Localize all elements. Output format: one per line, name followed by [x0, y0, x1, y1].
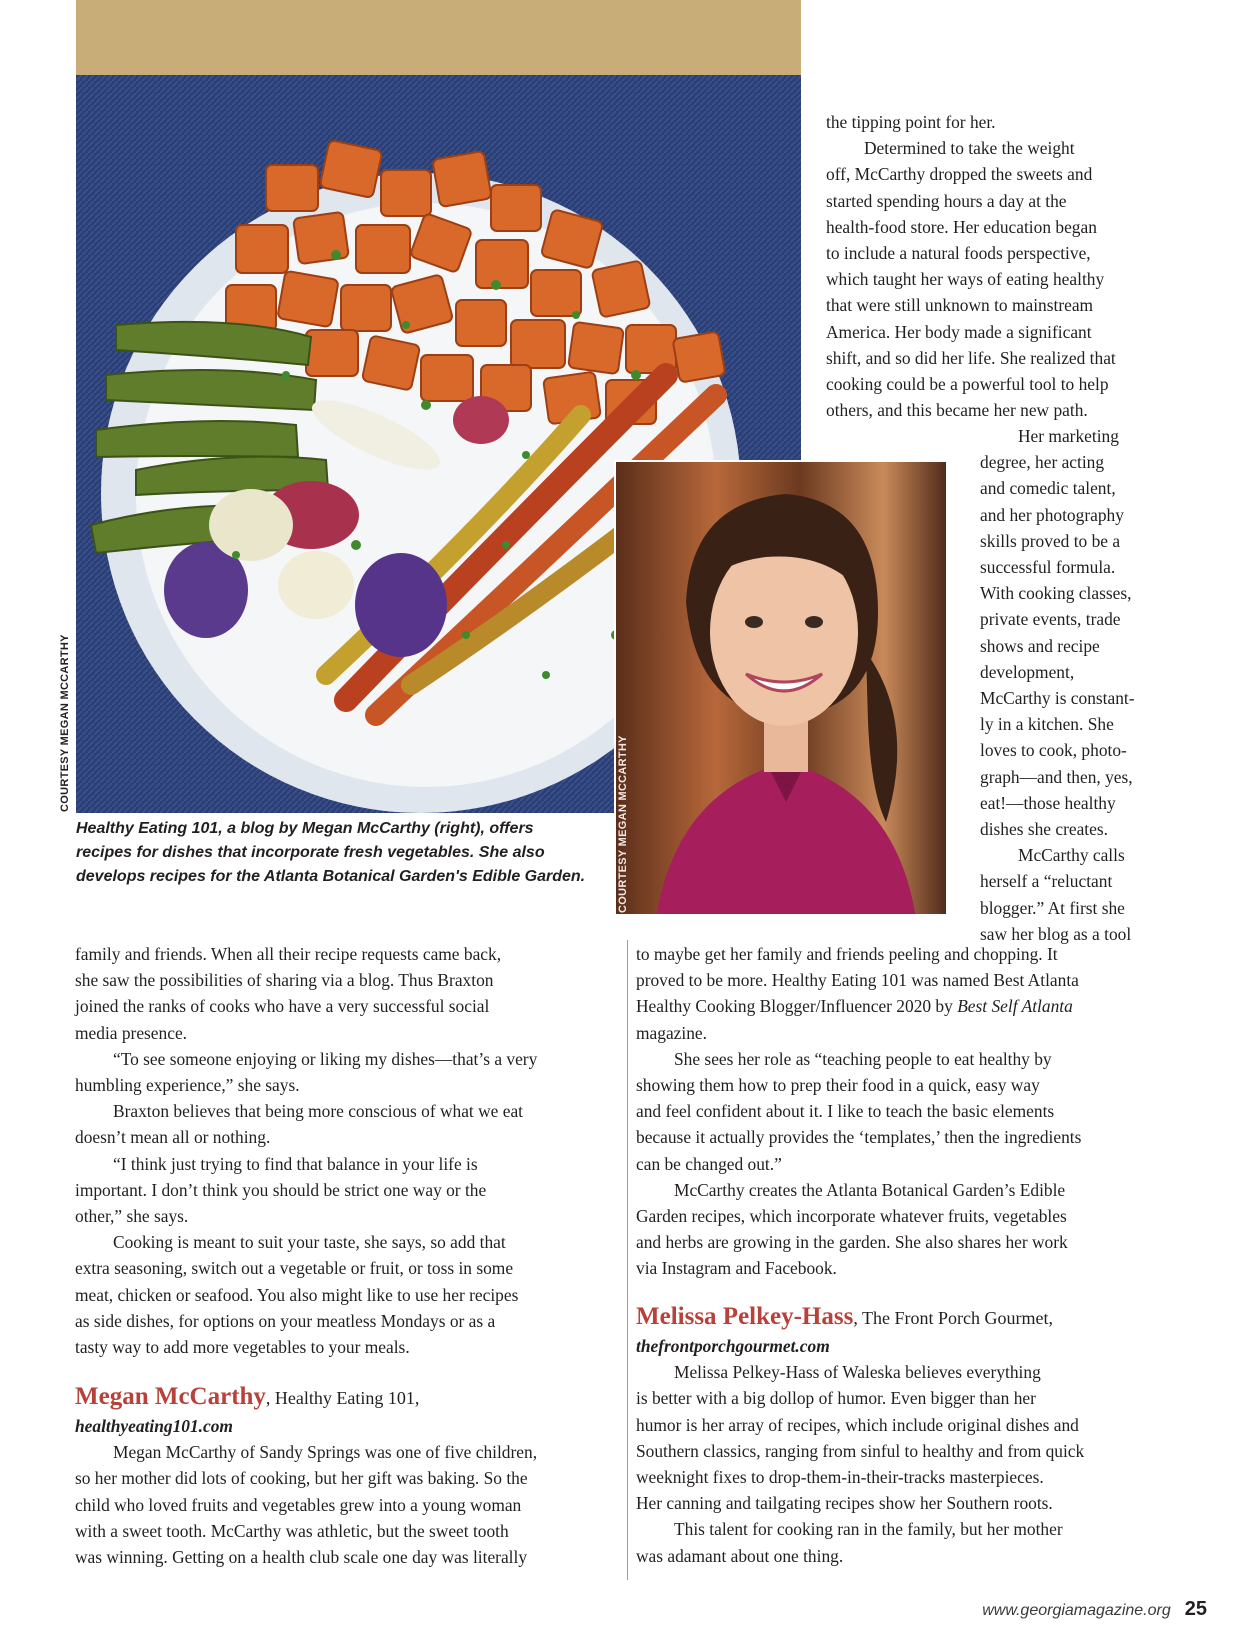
mccarthy-section — [75, 1382, 537, 1570]
text-line: development, — [980, 661, 1075, 682]
text-line: off, McCarthy dropped the sweets and — [826, 164, 1093, 185]
text-line: and her photography — [980, 504, 1124, 525]
text-line: eat!—those healthy — [980, 792, 1116, 813]
text-line: America. Her body made a significant — [826, 321, 1092, 342]
text-line: cooking could be a powerful tool to help — [826, 374, 1109, 395]
text-line: ly in a kitchen. She — [980, 714, 1114, 735]
text-line: tasty way to add more vegetables to your meals. — [75, 1337, 410, 1358]
text-line: and feel confident about it. I like to teach the basic elements — [636, 1101, 1055, 1122]
text-line: Braxton believes that being more conscious of what we eat — [113, 1101, 524, 1122]
text-line: other,” she says. — [75, 1206, 189, 1227]
text-line: blogger.” At first she — [980, 897, 1125, 918]
text-line: Her marketing — [1018, 426, 1119, 446]
text-line: health-food store. Her education began — [826, 216, 1097, 237]
text-line: dishes she creates. — [980, 819, 1108, 840]
text-line: shows and recipe — [980, 635, 1100, 656]
pelkey-blog: , The Front Porch Gourmet, — [853, 1308, 1053, 1328]
page-footer — [982, 1598, 1207, 1621]
caption-line: recipes for dishes that incorporate fresh vegetables. She also — [76, 844, 545, 861]
text-line: private events, trade — [980, 609, 1121, 630]
text-line: family and friends. When all their recipe requests came back, — [75, 944, 502, 964]
text-line: graph—and then, yes, — [980, 766, 1133, 787]
text-line: started spending hours a day at the — [826, 190, 1067, 211]
pelkey-url[interactable]: thefrontporchgourmet.com — [636, 1336, 830, 1356]
text-line: saw her blog as a tool — [980, 923, 1132, 944]
text-line: McCarthy calls — [1018, 845, 1125, 866]
text-line: because it actually provides the ‘templates,’ then the ingredients — [636, 1127, 1082, 1148]
text-line: McCarthy is constant- — [980, 688, 1135, 709]
mccarthy-heading — [75, 1382, 537, 1413]
text-line: Melissa Pelkey-Hass of Waleska believes everything — [674, 1362, 1041, 1383]
text-line: as side dishes, for options on your meatless Mondays or as a — [75, 1310, 496, 1331]
text-line: extra seasoning, switch out a vegetable or fruit, or toss in some — [75, 1258, 514, 1279]
text-line: to include a natural foods perspective, — [826, 243, 1091, 264]
text-line: With cooking classes, — [980, 583, 1132, 604]
text-line: and comedic talent, — [980, 478, 1116, 499]
text-line: This talent for cooking ran in the family, but her mother — [674, 1519, 1063, 1540]
text-line: McCarthy creates the Atlanta Botanical Garden’s Edible — [674, 1179, 1066, 1200]
text-line: so her mother did lots of cooking, but her gift was baking. So the — [75, 1468, 528, 1489]
text-line: magazine. — [636, 1022, 707, 1043]
megan-mccarthy-portrait — [614, 460, 948, 916]
text-line: shift, and so did her life. She realized that — [826, 347, 1116, 368]
text-line: which taught her ways of eating healthy — [826, 269, 1105, 290]
text-line: the tipping point for her. — [826, 112, 996, 132]
mccarthy-url[interactable]: healthyeating101.com — [75, 1416, 233, 1436]
photo-credit-portrait: COURTESY MEGAN MCCARTHY — [617, 735, 629, 913]
text-line: that were still unknown to mainstream — [826, 295, 1094, 316]
text-line: joined the ranks of cooks who have a very successful social — [75, 996, 490, 1017]
text-line: with a sweet tooth. McCarthy was athletic, but the sweet tooth — [75, 1520, 509, 1541]
text-line: Cooking is meant to suit your taste, she says, so add that — [113, 1232, 506, 1253]
mccarthy-blog: , Healthy Eating 101, — [265, 1388, 420, 1408]
text-line: child who loved fruits and vegetables grew into a young woman — [75, 1494, 522, 1515]
mccarthy-name: Megan McCarthy — [75, 1383, 266, 1410]
text-line: via Instagram and Facebook. — [636, 1258, 837, 1279]
text-line: media presence. — [75, 1022, 188, 1043]
text-line: and herbs are growing in the garden. She also shares her work — [636, 1232, 1068, 1253]
text-line: important. I don’t think you should be strict one way or the — [75, 1179, 487, 1200]
column-divider — [627, 940, 628, 1580]
text-line: humbling experience,” she says. — [75, 1075, 300, 1096]
text-line: skills proved to be a — [980, 530, 1121, 551]
text-line: loves to cook, photo- — [980, 740, 1127, 761]
text-line: was winning. Getting on a health club scale one day was literally — [75, 1547, 528, 1568]
caption-line: Healthy Eating 101, a blog by Megan McCarthy (right), offers — [76, 820, 534, 837]
left-column — [75, 941, 537, 1360]
pelkey-name: Melissa Pelkey-Hass — [636, 1303, 854, 1330]
text-line: humor is her array of recipes, which include original dishes and — [636, 1414, 1079, 1435]
right-column-top — [826, 109, 1116, 423]
text-line: degree, her acting — [980, 452, 1105, 473]
text-line: She sees her role as “teaching people to eat healthy by — [674, 1048, 1052, 1069]
right-column-narrow — [980, 423, 1135, 947]
caption-line: develops recipes for the Atlanta Botanical Garden's Edible Garden. — [76, 868, 586, 885]
pelkey-section — [636, 1302, 1084, 1569]
text-line: meat, chicken or seafood. You also might like to use her recipes — [75, 1284, 519, 1305]
footer-website[interactable]: www.georgiamagazine.org — [982, 1602, 1171, 1619]
header-color-band — [76, 0, 801, 75]
text-line: herself a “reluctant — [980, 871, 1113, 892]
pelkey-heading — [636, 1302, 1084, 1333]
text-line: she saw the possibilities of sharing via a blog. Thus Braxton — [75, 970, 494, 991]
text-line: can be changed out.” — [636, 1153, 782, 1174]
award-publication: Best Self Atlanta — [957, 996, 1073, 1017]
text-line: was adamant about one thing. — [636, 1545, 844, 1566]
photo-caption — [76, 817, 596, 889]
text-line: Determined to take the weight — [864, 138, 1075, 159]
text-line: Her canning and tailgating recipes show her Southern roots. — [636, 1493, 1053, 1514]
page-number: 25 — [1184, 1598, 1207, 1620]
text-line: “To see someone enjoying or liking my dishes—that’s a very — [113, 1048, 538, 1069]
photo-credit-food: COURTESY MEGAN MCCARTHY — [59, 634, 71, 812]
text-line: successful formula. — [980, 557, 1116, 578]
text-line: showing them how to prep their food in a quick, easy way — [636, 1075, 1040, 1096]
award-text: Healthy Cooking Blogger/Influencer 2020 by — [636, 996, 958, 1017]
right-column-lower — [636, 941, 1081, 1282]
text-line: is better with a big dollop of humor. Even bigger than her — [636, 1388, 1036, 1409]
text-line: proved to be more. Healthy Eating 101 was named Best Atlanta — [636, 970, 1079, 991]
text-line: Southern classics, ranging from sinful to healthy and from quick — [636, 1440, 1085, 1461]
text-line: doesn’t mean all or nothing. — [75, 1127, 271, 1148]
text-line: “I think just trying to find that balance in your life is — [113, 1153, 478, 1174]
text-line: to maybe get her family and friends peeling and chopping. It — [636, 944, 1058, 964]
text-line: weeknight fixes to drop-them-in-their-tracks masterpieces. — [636, 1467, 1044, 1488]
text-line: others, and this became her new path. — [826, 400, 1088, 421]
text-line: Garden recipes, which incorporate whatever fruits, vegetables — [636, 1206, 1067, 1227]
text-line: Megan McCarthy of Sandy Springs was one of five children, — [113, 1442, 538, 1463]
text-line — [636, 993, 1081, 1019]
